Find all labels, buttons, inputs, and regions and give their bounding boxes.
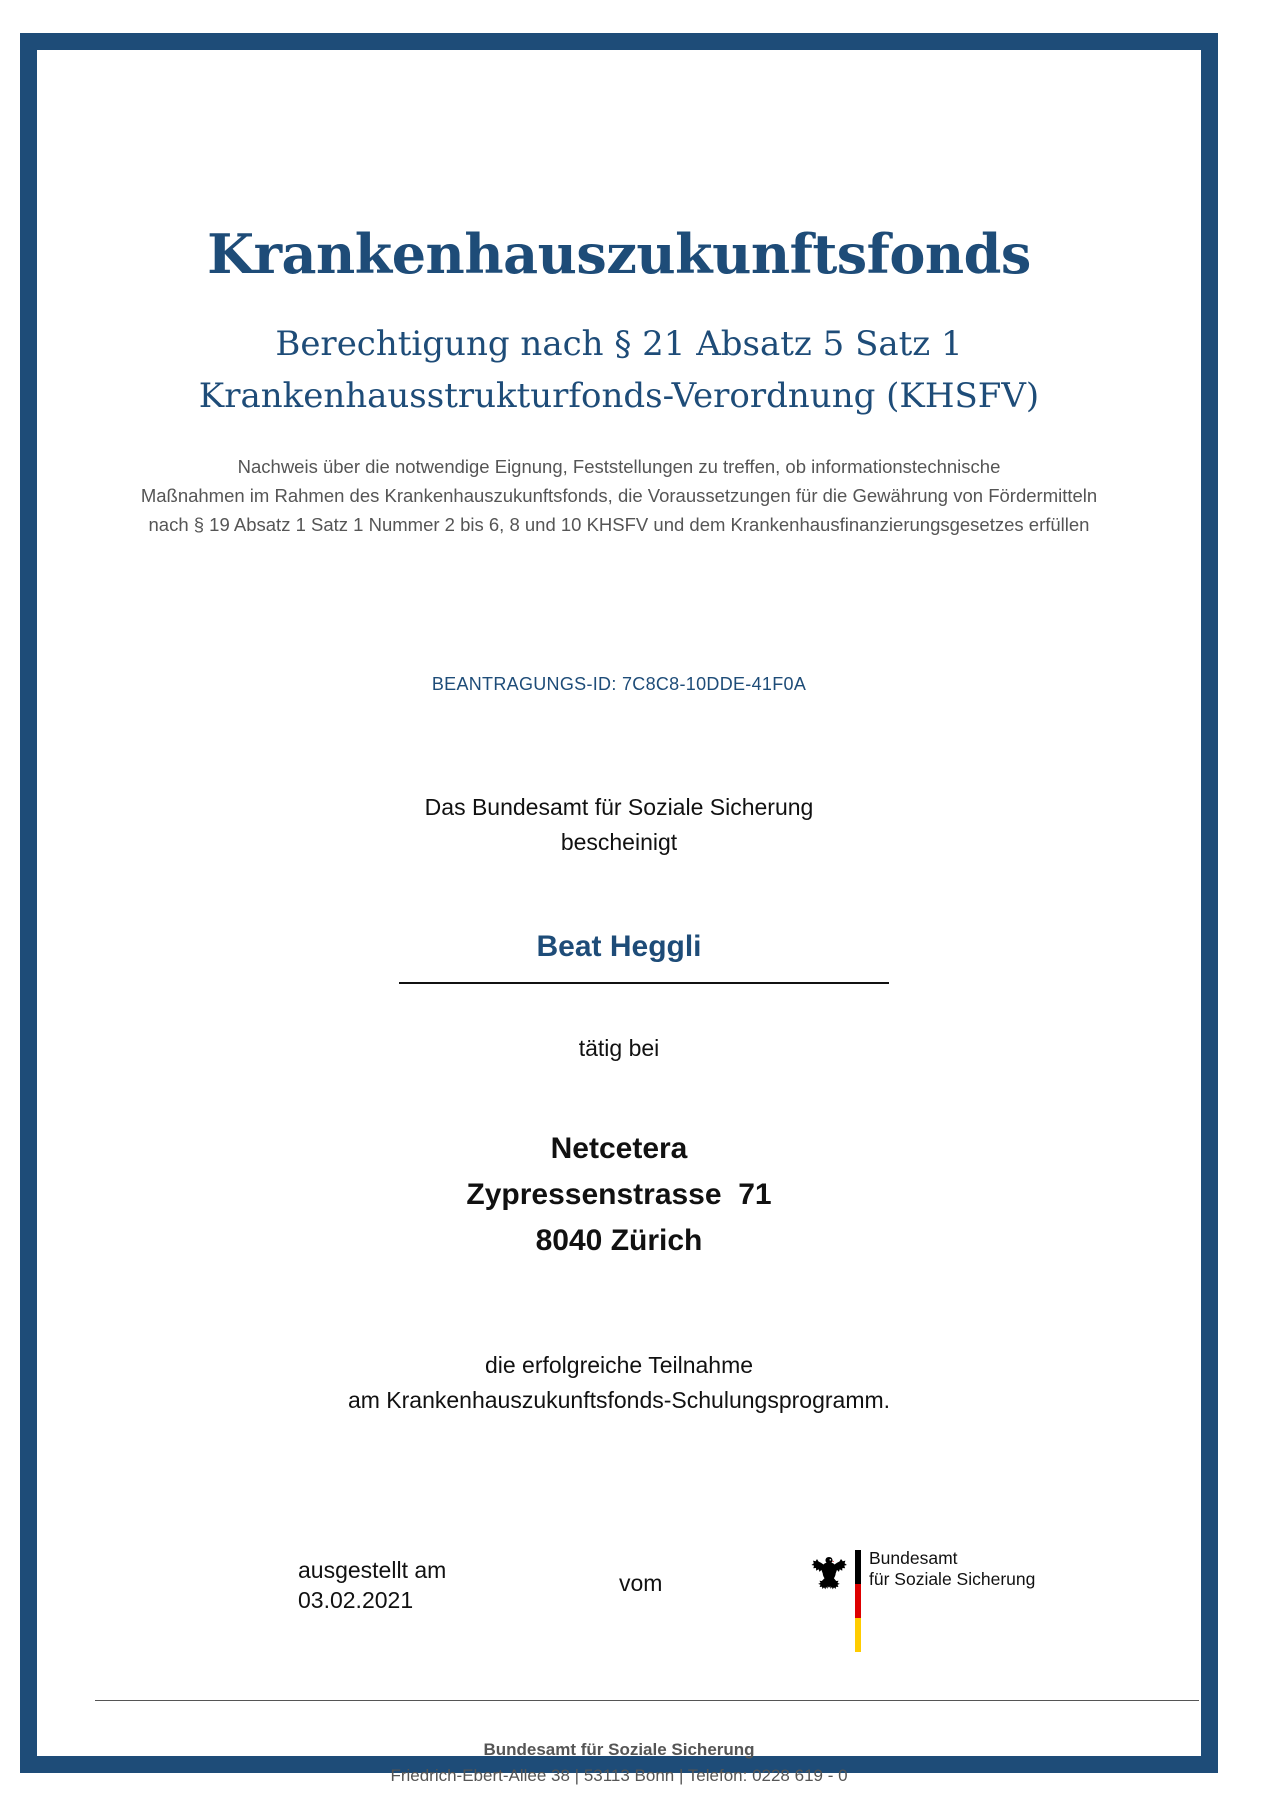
certificate-title: Krankenhauszukunftsfonds — [207, 222, 1031, 286]
description-line-3: nach § 19 Absatz 1 Satz 1 Nummer 2 bis 6, 8 und 10 KHSFV und dem Krankenhausfinanzierungsgesetzes erfüllen — [148, 514, 1090, 535]
issued-date: 03.02.2021 — [298, 1587, 414, 1613]
certifier-line-2: bescheinigt — [560, 829, 678, 855]
certificate-subtitle — [37, 318, 1201, 422]
certifier-line-1: Das Bundesamt für Soziale Sicherung — [424, 794, 814, 820]
recipient-underline — [399, 982, 889, 984]
logo-line-2: für Soziale Sicherung — [869, 1569, 1036, 1589]
company-address — [37, 1126, 1201, 1264]
certificate-frame — [20, 33, 1218, 1785]
participation-statement — [37, 1348, 1201, 1418]
footer-divider — [95, 1700, 1199, 1701]
certifier-statement — [37, 790, 1201, 860]
employed-at-label: tätig bei — [578, 1035, 660, 1061]
description-line-2: Maßnahmen im Rahmen des Krankenhauszukunftsfonds, die Voraussetzungen für die Gewährung von Fördermitteln — [140, 485, 1098, 506]
statement-line-2: am Krankenhauszukunftsfonds-Schulungsprogramm. — [347, 1387, 891, 1413]
company-street: Zypressenstrasse 71 — [466, 1178, 772, 1211]
certificate-description — [37, 452, 1201, 539]
federal-eagle-icon — [809, 1554, 849, 1598]
subtitle-line-2: Krankenhausstrukturfonds-Verordnung (KHSFV) — [198, 376, 1040, 416]
issued-block — [298, 1555, 446, 1615]
issued-label: ausgestellt am — [298, 1557, 447, 1583]
company-city: 8040 Zürich — [535, 1224, 703, 1257]
statement-line-1: die erfolgreiche Teilnahme — [484, 1352, 754, 1378]
issued-by-label: vom — [619, 1570, 663, 1596]
logo-line-1: Bundesamt — [869, 1548, 958, 1568]
footer-address: Friedrich-Ebert-Allee 38 | 53113 Bonn | Telefon: 0228 619 - 0 — [390, 1766, 848, 1785]
footer-organization: Bundesamt für Soziale Sicherung — [483, 1740, 755, 1759]
flag-stripe-red — [855, 1584, 861, 1618]
flag-stripe-gold — [855, 1618, 861, 1652]
subtitle-line-1: Berechtigung nach § 21 Absatz 5 Satz 1 — [275, 324, 963, 364]
description-line-1: Nachweis über die notwendige Eignung, Feststellungen zu treffen, ob informationstechnische — [237, 456, 1001, 477]
logo-wordmark — [869, 1548, 1035, 1590]
bas-logo — [809, 1550, 1049, 1660]
flag-stripes — [855, 1550, 861, 1652]
recipient-name: Beat Heggli — [536, 930, 702, 963]
flag-stripe-black — [855, 1550, 861, 1584]
company-name: Netcetera — [550, 1132, 688, 1165]
application-id: BEANTRAGUNGS-ID: 7C8C8-10DDE-41F0A — [431, 674, 807, 694]
